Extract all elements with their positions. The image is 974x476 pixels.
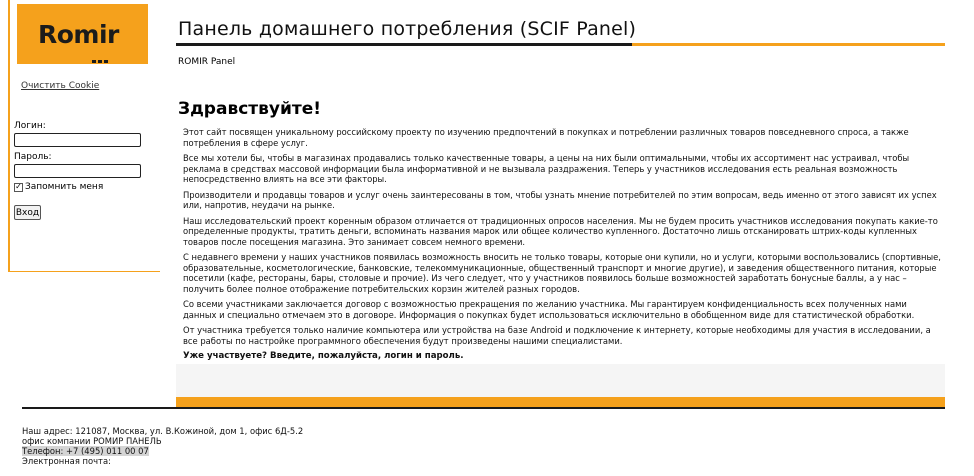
login-input[interactable]: [14, 133, 141, 147]
page-title: Панель домашнего потребления (SCIF Panel): [178, 18, 637, 40]
paragraph: Этот сайт посвящен уникальному российскому проекту по изучению предпочтений в покупках и потреблении различных товаров повседневного спроса, а также потребления в сфере услуг.: [183, 127, 909, 148]
footer-divider: [22, 407, 945, 409]
page-subtitle: ROMIR Panel: [178, 57, 236, 67]
footer-address: Наш адрес: 121087, Москва, ул. В.Кожиной, дом 1, офис 6Д-5.2: [22, 426, 304, 436]
footer-accent-bar: [176, 397, 945, 407]
remember-label: Запомнить меня: [25, 182, 104, 192]
logo-text: Romir: [38, 20, 119, 49]
greeting-heading: Здравствуйте!: [178, 99, 322, 119]
romir-logo[interactable]: [17, 4, 148, 64]
intro-text: [183, 127, 941, 367]
paragraph: Все мы хотели бы, чтобы в магазинах продавались только качественные товары, а цены на них были оптимальными, чтобы их ассортимент нас устраивал, чтобы реклама в средствах массовой информации была информативной и не вызывала раздражения. Теперь у участников исследования есть реальная возможность непосредственно влиять на все эти факторы.: [183, 153, 910, 184]
paragraph: Наш исследовательский проект коренным образом отличается от традиционных опросов населения. Мы не будем просить участников исследования покупать какие-то определенные продукты, тратить деньги, вспоминать названия марок или общее количество купленного. Достаточно лишь отсканировать штрих-коды купленных товаров после посещения магазина. Это занимает совсем немного времени.: [183, 215, 938, 247]
password-input[interactable]: [14, 164, 141, 178]
paragraph: С недавнего времени у наших участников появилась возможность вносить не только товары, которые они купили, но и услуги, которыми воспользовались (спортивные, образовательные, косметологические, банковские, телекоммуникационные, общественный транспорт и многие другие), и заведения общественного питания, которые посетили (кафе, рестораны, бары, столовые и прочие). Из чего следует, что у участников появилось больше возможностей заработать бонусные баллы, а у нас – получить более полное отображение потребительских корзин жителей разных городов.: [183, 252, 941, 294]
paragraph: От участника требуется только наличие компьютера или устройства на базе Android и подключение к интернету, которые необходимы для участия в исследовании, а все работы по настройке программного обеспечения будут произведены нашими специалистами.: [183, 325, 931, 346]
footer-email: Электронная почта:: [22, 456, 111, 466]
footer-contacts: [22, 426, 303, 466]
title-underline-dark: [176, 43, 632, 46]
login-label: Логин:: [14, 121, 46, 131]
footer-office: офис компании РОМИР ПАНЕЛЬ: [22, 436, 162, 446]
paragraph: Производители и продавцы товаров и услуг очень заинтересованы в том, чтобы узнать мнение потребителей по этим вопросам, ведь именно от этого зависят их успех или, напротив, неудачи на рынке.: [183, 189, 937, 210]
remember-me[interactable]: [14, 182, 103, 192]
footer-band: [176, 364, 945, 398]
logo-dots-icon: [92, 48, 112, 56]
clear-cookie-link[interactable]: Очистить Cookie: [21, 81, 100, 91]
call-to-action: Уже участвуете? Введите, пожалуйста, логин и пароль.: [183, 351, 464, 361]
password-label: Пароль:: [14, 152, 52, 162]
login-button[interactable]: Вход: [14, 205, 41, 220]
paragraph: Со всеми участниками заключается договор с возможностью прекращения по желанию участника. Мы гарантируем конфиденциальность всех полученных нами данных и специально отмечаем это в договоре. Информация о покупках будет использоваться исключительно в обобщенном виде для статистической обработки.: [183, 299, 915, 320]
remember-checkbox[interactable]: ✓: [15, 182, 22, 191]
footer-phone[interactable]: Телефон: +7 (495) 011 00 07: [22, 446, 149, 456]
